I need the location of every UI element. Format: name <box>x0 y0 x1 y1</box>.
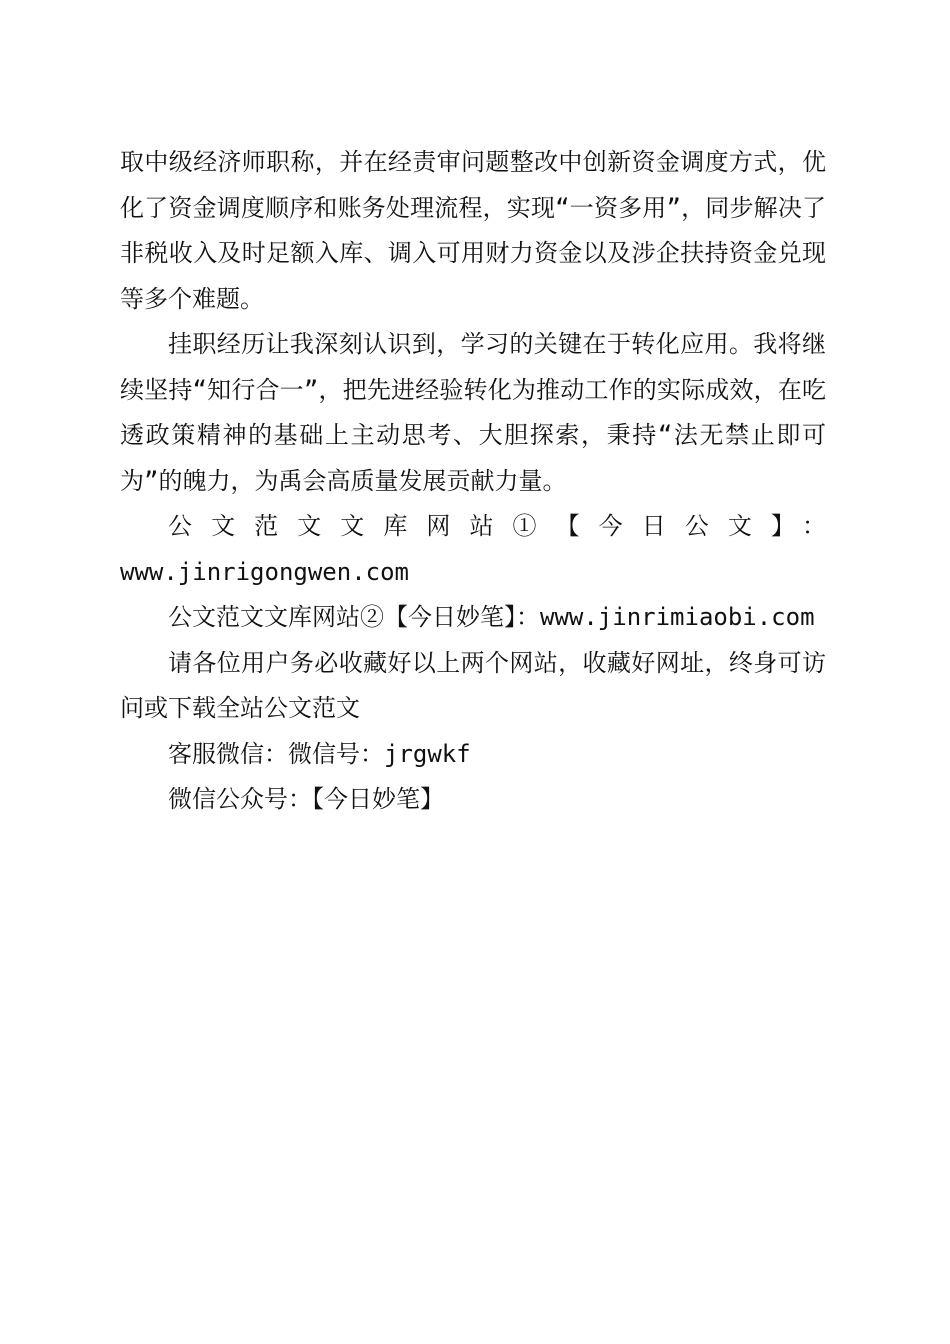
paragraph-reflection: 挂职经历让我深刻认识到，学习的关键在于转化应用。我将继续坚持“知行合一”，把先进经验转化为推动工作的实际成效，在吃透政策精神的基础上主动思考、大胆探索，秉持“法无禁止即可为”的魄力，为禹会高质量发展贡献力量。 <box>120 330 826 495</box>
site-1-label: 公文范文文库网站①【今日公文】： <box>168 512 826 540</box>
document-body <box>120 140 826 823</box>
customer-service-wechat: 客服微信：微信号：jrgwkf <box>168 739 471 768</box>
wechat-official-account: 微信公众号：【今日妙笔】 <box>168 785 444 813</box>
bookmark-notice: 请各位用户务必收藏好以上两个网站，收藏好网址，终身可访问或下载全站公文范文 <box>120 648 826 722</box>
site-1-url: www.jinrigongwen.com <box>120 557 409 586</box>
site-2-line: 公文范文文库网站②【今日妙笔】：www.jinrimiaobi.com <box>168 603 815 631</box>
paragraph-continuation: 取中级经济师职称，并在经责审问题整改中创新资金调度方式，优化了资金调度顺序和账务处理流程，实现“一资多用”，同步解决了非税收入及时足额入库、调入可用财力资金以及涉企扶持资金兑现等多个难题。 <box>120 148 826 313</box>
